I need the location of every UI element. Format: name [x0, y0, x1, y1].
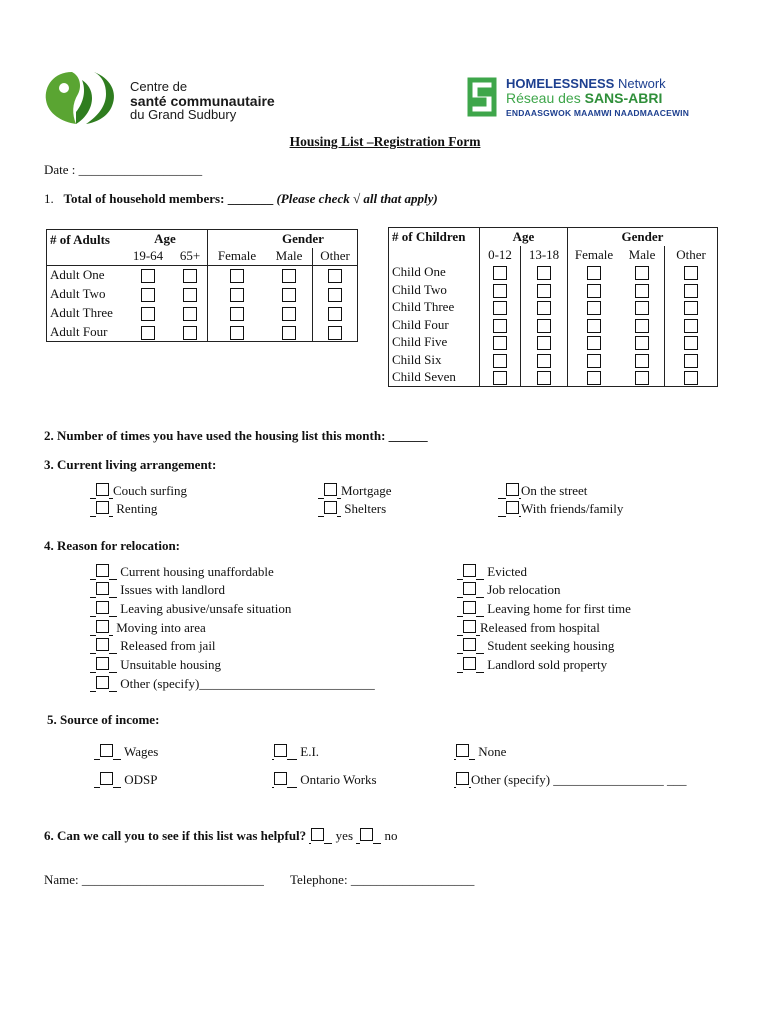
option-student-seeking-housing[interactable]: Student seeking housing [457, 638, 614, 654]
checkbox[interactable] [537, 301, 551, 315]
option-leaving-abusive-situation[interactable]: Leaving abusive/unsafe situation [90, 601, 291, 617]
adults-head: # of Adults [50, 231, 110, 247]
question-3-title: 3. Current living arrangement: [44, 457, 217, 472]
yes-option[interactable]: yes [309, 828, 353, 843]
network-symbol-icon [466, 76, 500, 118]
hn-line2: Réseau des SANS-ABRI [506, 90, 663, 106]
option-released-from-hospital[interactable]: Released from hospital [457, 620, 600, 636]
option-unsuitable-housing[interactable]: Unsuitable housing [90, 657, 221, 673]
checkbox[interactable] [230, 307, 244, 321]
option-ontario-works[interactable]: Ontario Works [272, 772, 377, 788]
option-issues-with-landlord[interactable]: Issues with landlord [90, 582, 225, 598]
option-wages[interactable]: Wages [94, 744, 158, 760]
checkbox[interactable] [328, 326, 342, 340]
child-row-label: Child One [392, 264, 446, 280]
adults-gender-head: Gender [282, 230, 324, 246]
question-5-title: 5. Source of income: [47, 712, 160, 727]
checkbox[interactable] [141, 288, 155, 302]
child-row-label: Child Seven [392, 369, 456, 384]
checkbox[interactable] [493, 319, 507, 333]
checkbox[interactable] [282, 288, 296, 302]
option-odsp[interactable]: ODSP [94, 772, 158, 788]
checkbox[interactable] [635, 266, 649, 280]
checkbox[interactable] [684, 371, 698, 385]
telephone-field[interactable]: Telephone: ___________________ [290, 872, 475, 887]
checkbox[interactable] [587, 319, 601, 333]
adults-col-19-64: 19-64 [132, 248, 164, 264]
checkbox[interactable] [282, 326, 296, 340]
checkbox[interactable] [684, 319, 698, 333]
checkbox[interactable] [587, 354, 601, 368]
children-col-male: Male [628, 246, 656, 262]
option-job-relocation[interactable]: Job relocation [457, 582, 561, 598]
adult-row-label: Adult Three [50, 305, 113, 320]
checkbox[interactable] [587, 336, 601, 350]
children-col-female: Female [568, 246, 621, 264]
option-none[interactable]: None [454, 744, 506, 760]
checkbox[interactable] [635, 371, 649, 385]
checkbox[interactable] [684, 336, 698, 350]
checkbox[interactable] [230, 269, 244, 283]
option-other-income[interactable]: Other (specify) _________________ ___ [454, 772, 687, 788]
question-6: 6. Can we call you to see if this list was helpful? yes no [44, 828, 398, 843]
checkbox[interactable] [230, 326, 244, 340]
child-row-label: Child Four [392, 316, 449, 332]
checkbox[interactable] [635, 354, 649, 368]
children-head: # of Children [392, 228, 466, 244]
checkbox[interactable] [328, 307, 342, 321]
adults-age-head: Age [154, 230, 176, 246]
adults-col-female: Female [208, 248, 267, 266]
checkbox[interactable] [587, 371, 601, 385]
checkbox[interactable] [141, 326, 155, 340]
option-leaving-home-first-time[interactable]: Leaving home for first time [457, 601, 631, 617]
checkbox[interactable] [493, 301, 507, 315]
checkbox[interactable] [684, 266, 698, 280]
checkbox[interactable] [537, 354, 551, 368]
name-field[interactable]: Name: ____________________________ [44, 872, 264, 887]
checkbox[interactable] [328, 269, 342, 283]
hn-line1: HOMELESSNESS Network [506, 76, 666, 91]
option-landlord-sold-property[interactable]: Landlord sold property [457, 657, 607, 673]
children-col-13-18: 13-18 [521, 246, 568, 264]
checkbox[interactable] [587, 266, 601, 280]
adult-row-label: Adult Four [50, 323, 108, 339]
checkbox[interactable] [537, 319, 551, 333]
option-renting[interactable]: Renting [90, 501, 157, 517]
question-2: 2. Number of times you have used the housing list this month: ______ [44, 428, 428, 443]
adults-col-other: Other [313, 248, 358, 266]
option-couch-surfing[interactable]: Couch surfing [90, 483, 187, 499]
csc-line2: santé communautaire [130, 93, 275, 109]
option-other-specify[interactable]: Other (specify)___________________________ [90, 676, 375, 692]
checkbox[interactable] [141, 307, 155, 321]
children-age-head: Age [480, 228, 568, 246]
checkbox[interactable] [635, 319, 649, 333]
children-gender-head: Gender [568, 228, 718, 246]
option-on-the-street[interactable]: On the street [498, 483, 587, 499]
checkbox[interactable] [493, 354, 507, 368]
checkbox[interactable] [493, 336, 507, 350]
csc-line1: Centre de [130, 79, 188, 94]
form-title: Housing List –Registration Form [289, 134, 481, 149]
checkbox[interactable] [183, 326, 197, 340]
child-row-label: Child Two [392, 281, 447, 297]
option-released-from-jail[interactable]: Released from jail [90, 638, 216, 654]
question-4-title: 4. Reason for relocation: [44, 538, 180, 553]
no-option[interactable]: no [356, 828, 397, 843]
child-row-label: Child Three [392, 299, 455, 315]
checkbox[interactable] [183, 307, 197, 321]
checkbox[interactable] [328, 288, 342, 302]
option-shelters[interactable]: Shelters [318, 501, 386, 517]
checkbox[interactable] [537, 336, 551, 350]
option-ei[interactable]: E.I. [272, 744, 319, 760]
checkbox[interactable] [537, 371, 551, 385]
checkbox[interactable] [684, 354, 698, 368]
date-field[interactable]: Date : ___________________ [44, 162, 203, 177]
adults-col-65: 65+ [179, 248, 201, 264]
homelessness-network-logo [466, 76, 726, 124]
checkbox[interactable] [635, 301, 649, 315]
leaf-heart-icon [42, 68, 120, 126]
hn-line3: ENDAASGWOK MAAMWI NAADMAACEWIN [506, 108, 690, 118]
option-current-housing-unaffordable[interactable]: Current housing unaffordable [90, 564, 274, 580]
checkbox[interactable] [493, 266, 507, 280]
checkbox[interactable] [635, 336, 649, 350]
option-mortgage[interactable]: Mortgage [318, 483, 392, 499]
checkbox[interactable] [587, 284, 601, 298]
checkbox[interactable] [282, 269, 296, 283]
checkbox[interactable] [183, 288, 197, 302]
children-col-other: Other [665, 246, 718, 264]
checkbox[interactable] [230, 288, 244, 302]
checkbox[interactable] [635, 284, 649, 298]
question-1: 1. Total of household members: _______ (Please check √ all that apply) [44, 191, 438, 206]
checkbox[interactable] [141, 269, 155, 283]
children-table [388, 227, 718, 387]
option-moving-into-area[interactable]: Moving into area [90, 620, 206, 636]
option-evicted[interactable]: Evicted [457, 564, 527, 580]
adult-row-label: Adult Two [50, 286, 106, 301]
adults-table [46, 229, 358, 342]
csc-line3: du Grand Sudbury [130, 107, 237, 122]
children-col-0-12: 0-12 [480, 246, 521, 264]
checkbox[interactable] [537, 284, 551, 298]
checkbox[interactable] [587, 301, 601, 315]
checkbox[interactable] [282, 307, 296, 321]
option-with-friends-family[interactable]: With friends/family [498, 501, 623, 517]
checkbox[interactable] [493, 371, 507, 385]
checkbox[interactable] [684, 284, 698, 298]
adult-row-label: Adult One [50, 267, 105, 283]
child-row-label: Child Five [392, 334, 448, 350]
adults-col-male: Male [275, 248, 303, 264]
child-row-label: Child Six [392, 351, 442, 367]
csc-logo [42, 68, 292, 128]
checkbox[interactable] [493, 284, 507, 298]
checkbox[interactable] [684, 301, 698, 315]
checkbox[interactable] [537, 266, 551, 280]
checkbox[interactable] [183, 269, 197, 283]
